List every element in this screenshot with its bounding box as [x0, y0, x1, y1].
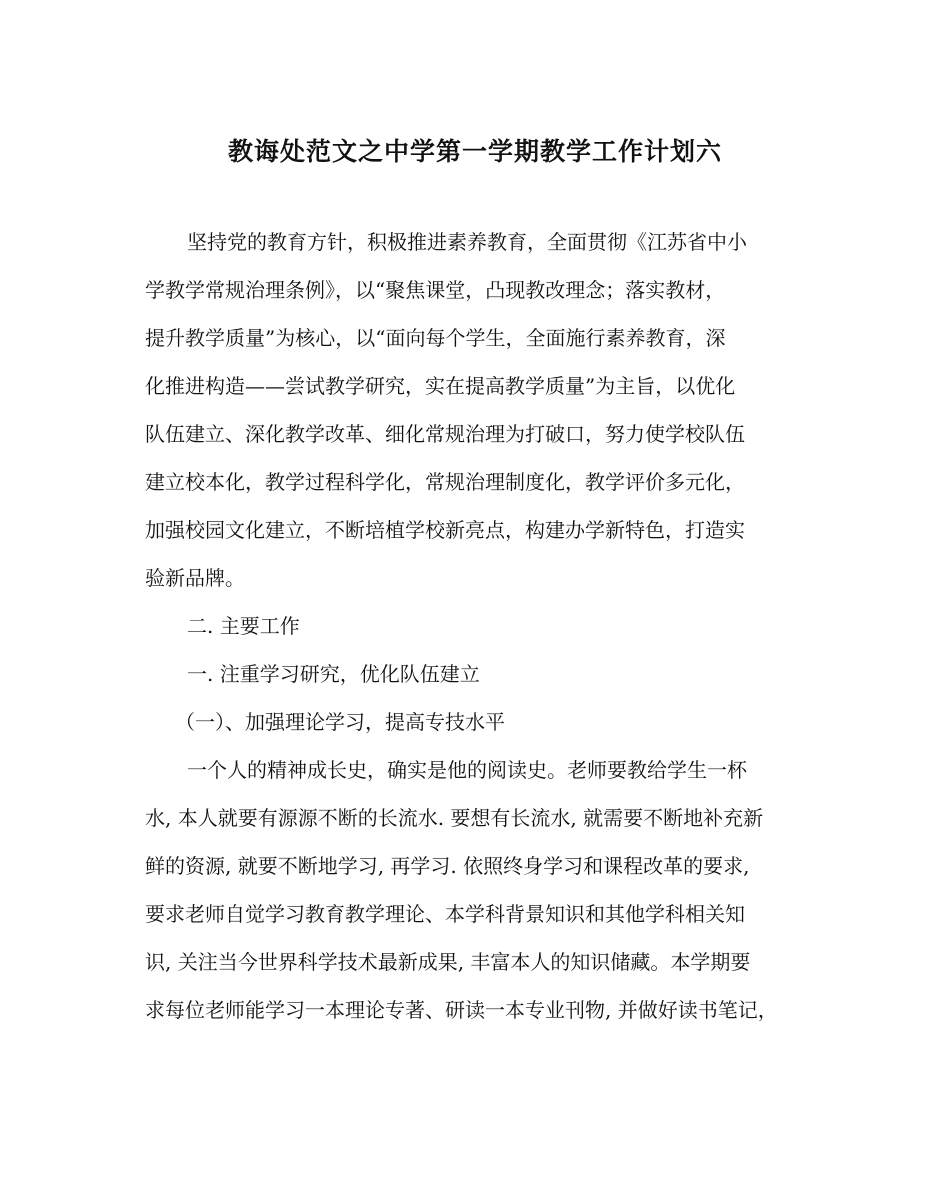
document-title: 教诲处范文之中学第一学期教学工作计划六 — [227, 137, 722, 166]
paragraph-line: 验新品牌。 — [145, 566, 245, 590]
paragraph-line: 水, 本人就要有源源不断的长流水. 要想有长流水, 就需要不断地补充新 — [145, 806, 764, 830]
paragraph-line: 加强校园文化建立，不断培植学校新亮点，构建办学新特色，打造实 — [145, 518, 745, 542]
paragraph-line: 识, 关注当今世界科学技术最新成果, 丰富本人的知识储藏。本学期要 — [145, 950, 751, 974]
paragraph-line: 求每位老师能学习一本理论专著、研读一本专业刊物, 并做好读书笔记， — [145, 998, 778, 1022]
paragraph-line: 队伍建立、深化教学改革、细化常规治理为打破口，努力使学校队伍 — [145, 422, 745, 446]
section-heading: 二. 主要工作 — [187, 614, 300, 638]
subsection-heading: （一）、加强理论学习，提高专技水平 — [175, 710, 505, 734]
paragraph-line: 坚持党的教育方针，积极推进素养教育，全面贯彻《江苏省中小 — [187, 230, 747, 254]
paragraph-line: 化推进构造——尝试教学研究，实在提高教学质量”为主旨，以优化 — [145, 374, 736, 398]
paragraph-line: 一个人的精神成长史，确实是他的阅读史。老师要教给学生一杯 — [187, 758, 747, 782]
paragraph-line: 鲜的资源, 就要不断地学习, 再学习. 依照终身学习和课程改革的要求, — [145, 854, 750, 878]
paragraph-line: 提升教学质量”为核心，以“面向每个学生，全面施行素养教育，深 — [145, 326, 726, 350]
document-body — [145, 218, 805, 1034]
paragraph-line: 要求老师自觉学习教育教学理论、本学科背景知识和其他学科相关知 — [145, 902, 745, 926]
paragraph-line: 建立校本化，教学过程科学化，常规治理制度化，教学评价多元化， — [145, 470, 745, 494]
subsection-heading: 一. 注重学习研究，优化队伍建立 — [187, 662, 480, 686]
paragraph-line: 学教学常规治理条例》，以“聚焦课堂，凸现教改理念；落实教材， — [145, 278, 726, 302]
